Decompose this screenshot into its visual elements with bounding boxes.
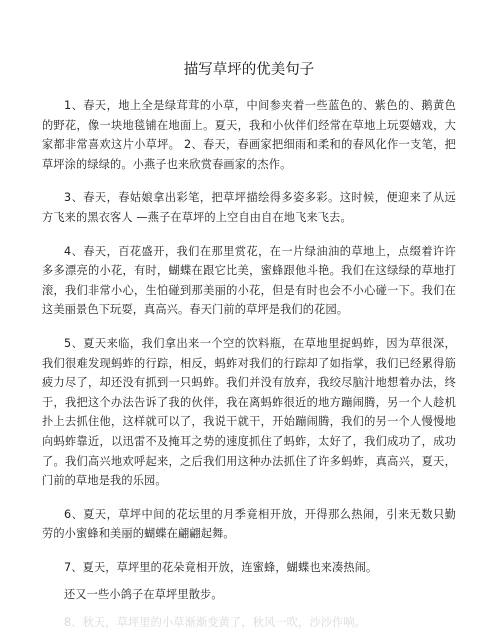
paragraph-cut-off: 8、秋天，草坪里的小草渐渐变黄了，秋风一吹，沙沙作响。 xyxy=(64,616,367,630)
paragraph-7: 还又一些小鸽子在草坪里散步。 xyxy=(64,588,223,602)
paragraph-4: 5、夏天来临，我们拿出来一个空的饮料瓶，在草地里捉蚂蚱，因为草很深，我们很难发现蚂蚱的行踪，相反，蚂蚱对我们的行踪却了如指掌，我们已经累得筋疲力尽了，却还没有抓到一只蚂蚱。我们并没有放弃，我绞尽脑汁地想着办法，终于，我把这个办法告诉了我的伙伴，我在离蚂蚱很近的地方蹦闹腾，另一个人趁机扑上去抓住他，这样就可以了，我说干就干，开始蹦闹腾，我们的另一个人慢慢地向蚂蚱靠近，以迅雷不及掩耳之势的速度抓住了蚂蚱，太好了，我们成功了，成功了。我们高兴地欢呼起来，之后我们用这种办法抓住了许多蚂蚱，真高兴，夏天，门前的草地是我的乐园。 xyxy=(42,336,456,488)
paragraph-1: 1、春天，地上全是绿茸茸的小草，中间参夹着一些蓝色的、紫色的、鹅黄色的野花，像一块地毯铺在地面上。夏天，我和小伙伴们经常在草地上玩耍嬉戏，大家都非常喜欢这片小草坪。 2、春天，春画家把细雨和柔和的春风化作一支笔，把草坪涂的绿绿的。小燕子也来欣赏春画家的杰作。 xyxy=(42,99,456,171)
paragraph-2: 3、春天，春姑娘拿出彩笔，把草坪描绘得多姿多彩。这时候，便迎来了从远方飞来的黑衣客人 —燕子在草坪的上空自由自在地飞来飞去。 xyxy=(42,191,456,224)
paragraph-5: 6、夏天，草坪中间的花坛里的月季竟相开放，开得那么热闹，引来无数只勤劳的小蜜蜂和美丽的蝴蝶在翩翩起舞。 xyxy=(42,507,456,541)
paragraph-6: 7、夏天，草坪里的花朵竟相开放，连蜜蜂，蝴蝶也来凑热闹。 xyxy=(64,560,378,574)
paragraph-3: 4、春天，百花盛开，我们在那里赏花，在一片绿油油的草地上，点缀着许许多多漂亮的小花，有时，蝴蝶在跟它比美，蜜蜂跟他斗艳。我们在这绿绿的草地打滚，我们非常小心，生怕碰到那美丽的小花，但是有时也会不小心碰一下。我们在这美丽景色下玩耍，真高兴。春天门前的草坪是我们的花园。 xyxy=(42,244,456,317)
document-title: 描写草坪的优美句子 xyxy=(183,62,315,78)
